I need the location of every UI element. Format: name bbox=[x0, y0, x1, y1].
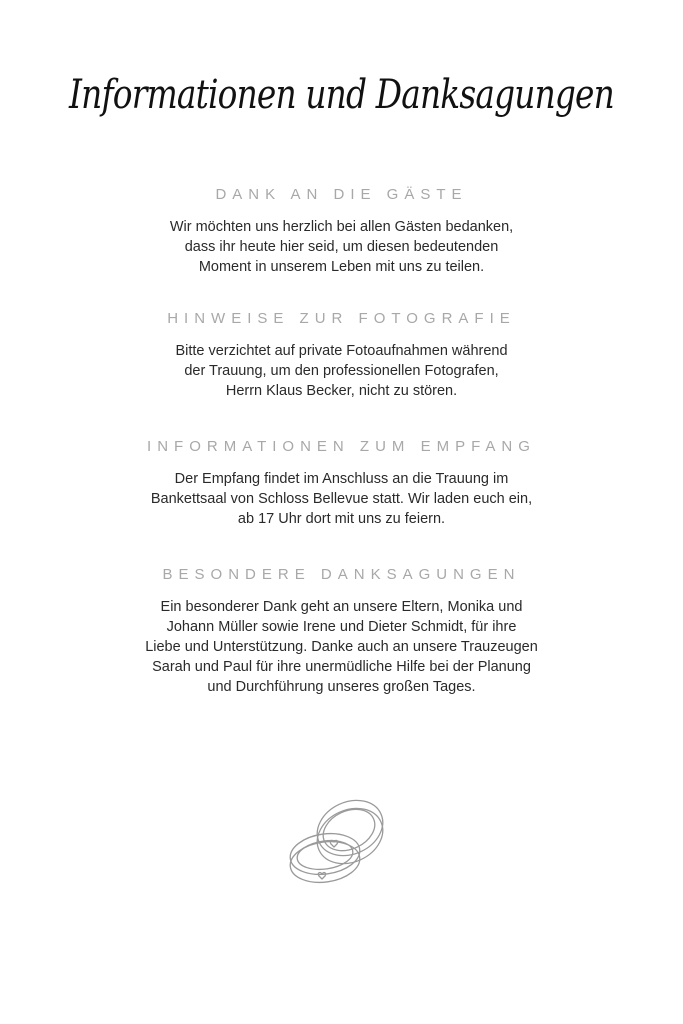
page-title: Informationen und Danksagungen bbox=[69, 72, 614, 118]
section-text: Bitte verzichtet auf private Fotoaufnahmen während der Trauung, um den professionellen Fotografen, Herrn Klaus Becker, nicht zu stören. bbox=[175, 343, 508, 399]
section-photography bbox=[0, 310, 683, 401]
section-heading: BESONDERE DANKSAGUNGEN bbox=[162, 566, 521, 583]
section-heading: DANK AN DIE GÄSTE bbox=[215, 186, 468, 203]
section-guests-thanks bbox=[0, 186, 683, 277]
section-special-thanks bbox=[0, 566, 683, 697]
section-text: Wir möchten uns herzlich bei allen Gästen bedanken, dass ihr heute hier seid, um diesen bedeutenden Moment in unserem Leben mit uns zu teilen. bbox=[169, 219, 514, 275]
wedding-rings-icon bbox=[285, 790, 397, 890]
section-text: Der Empfang findet im Anschluss an die Trauung im Bankettsaal von Schloss Bellevue statt. Wir laden euch ein, ab 17 Uhr dort mit uns zu feiern. bbox=[150, 471, 533, 527]
section-heading: INFORMATIONEN ZUM EMPFANG bbox=[147, 438, 536, 455]
section-reception bbox=[0, 438, 683, 529]
section-text: Ein besonderer Dank geht an unsere Eltern, Monika und Johann Müller sowie Irene und Dieter Schmidt, für ihre Liebe und Unterstützung. Danke auch an unsere Trauzeugen Sarah und Paul für ihre unermüdliche Hilfe bei der Planung und Durchführung unseres großen Tages. bbox=[145, 599, 538, 695]
section-heading: HINWEISE ZUR FOTOGRAFIE bbox=[167, 310, 516, 327]
